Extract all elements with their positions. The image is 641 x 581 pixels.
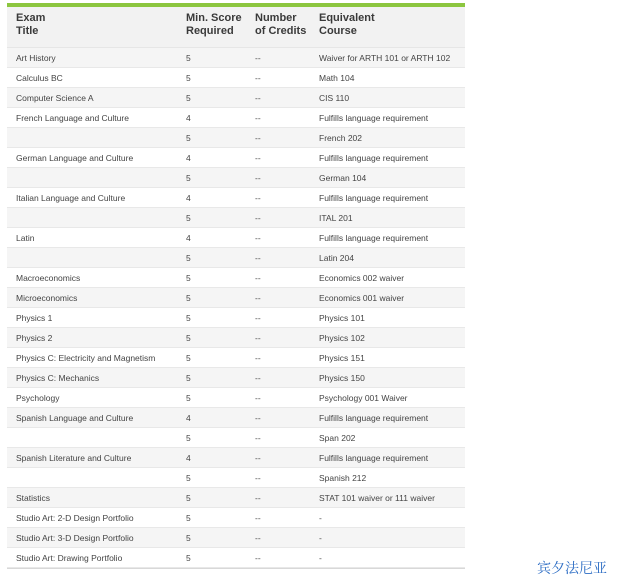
cell-credits: -- — [255, 208, 319, 228]
cell-exam-title: Macroeconomics — [7, 268, 186, 288]
cell-exam-title — [7, 248, 186, 268]
table-row — [7, 188, 465, 208]
cell-equivalent-course: - — [319, 508, 465, 528]
cell-min-score: 5 — [186, 248, 255, 268]
cell-exam-title: Italian Language and Culture — [7, 188, 186, 208]
table-row — [7, 68, 465, 88]
cell-min-score: 5 — [186, 208, 255, 228]
table-row — [7, 168, 465, 188]
cell-min-score: 5 — [186, 488, 255, 508]
table-body — [7, 48, 465, 568]
cell-exam-title: Studio Art: 3-D Design Portfolio — [7, 528, 186, 548]
cell-credits: -- — [255, 408, 319, 428]
cell-credits: -- — [255, 468, 319, 488]
table-row — [7, 408, 465, 428]
cell-credits: -- — [255, 168, 319, 188]
watermark-text: 宾夕法尼亚 — [537, 561, 607, 577]
cell-exam-title — [7, 128, 186, 148]
cell-exam-title — [7, 468, 186, 488]
cell-equivalent-course: Fulfills language requirement — [319, 188, 465, 208]
cell-equivalent-course: Physics 150 — [319, 368, 465, 388]
ap-credit-table — [7, 7, 465, 568]
table-row — [7, 528, 465, 548]
header-row — [7, 7, 465, 48]
cell-equivalent-course: Span 202 — [319, 428, 465, 448]
header-min-score-line1: Min. Score — [186, 12, 242, 24]
cell-min-score: 5 — [186, 428, 255, 448]
cell-exam-title: Computer Science A — [7, 88, 186, 108]
cell-equivalent-course: Latin 204 — [319, 248, 465, 268]
cell-credits: -- — [255, 348, 319, 368]
cell-exam-title: Microeconomics — [7, 288, 186, 308]
cell-credits: -- — [255, 228, 319, 248]
cell-equivalent-course: Economics 002 waiver — [319, 268, 465, 288]
cell-min-score: 5 — [186, 368, 255, 388]
cell-exam-title: Physics 2 — [7, 328, 186, 348]
table-row — [7, 468, 465, 488]
table-header — [7, 7, 465, 48]
table-row — [7, 88, 465, 108]
cell-min-score: 5 — [186, 548, 255, 568]
table-row — [7, 328, 465, 348]
cell-exam-title: Physics C: Mechanics — [7, 368, 186, 388]
cell-min-score: 5 — [186, 508, 255, 528]
cell-exam-title: Calculus BC — [7, 68, 186, 88]
table-row — [7, 108, 465, 128]
ap-credit-table-container — [7, 3, 465, 569]
table-row — [7, 248, 465, 268]
cell-credits: -- — [255, 108, 319, 128]
cell-min-score: 5 — [186, 268, 255, 288]
table-row — [7, 208, 465, 228]
cell-min-score: 5 — [186, 288, 255, 308]
table-row — [7, 288, 465, 308]
header-credits — [255, 7, 319, 48]
cell-equivalent-course: Fulfills language requirement — [319, 108, 465, 128]
header-exam-title — [7, 7, 186, 48]
cell-min-score: 5 — [186, 168, 255, 188]
cell-equivalent-course: German 104 — [319, 168, 465, 188]
cell-credits: -- — [255, 428, 319, 448]
cell-exam-title: Spanish Language and Culture — [7, 408, 186, 428]
cell-credits: -- — [255, 508, 319, 528]
cell-exam-title — [7, 428, 186, 448]
cell-credits: -- — [255, 448, 319, 468]
cell-credits: -- — [255, 148, 319, 168]
table-row — [7, 428, 465, 448]
table-row — [7, 548, 465, 568]
cell-credits: -- — [255, 128, 319, 148]
cell-equivalent-course: ITAL 201 — [319, 208, 465, 228]
cell-min-score: 5 — [186, 388, 255, 408]
cell-equivalent-course: Fulfills language requirement — [319, 408, 465, 428]
cell-credits: -- — [255, 368, 319, 388]
cell-min-score: 5 — [186, 468, 255, 488]
cell-equivalent-course: STAT 101 waiver or 111 waiver — [319, 488, 465, 508]
cell-equivalent-course: Psychology 001 Waiver — [319, 388, 465, 408]
cell-credits: -- — [255, 288, 319, 308]
cell-credits: -- — [255, 308, 319, 328]
table-row — [7, 388, 465, 408]
cell-exam-title: Latin — [7, 228, 186, 248]
cell-exam-title — [7, 208, 186, 228]
cell-credits: -- — [255, 248, 319, 268]
cell-equivalent-course: Fulfills language requirement — [319, 448, 465, 468]
cell-equivalent-course: Fulfills language requirement — [319, 228, 465, 248]
table-row — [7, 448, 465, 468]
cell-credits: -- — [255, 528, 319, 548]
cell-credits: -- — [255, 88, 319, 108]
cell-exam-title: Physics C: Electricity and Magnetism — [7, 348, 186, 368]
cell-equivalent-course: Economics 001 waiver — [319, 288, 465, 308]
cell-exam-title: Spanish Literature and Culture — [7, 448, 186, 468]
cell-min-score: 4 — [186, 408, 255, 428]
header-credits-line1: Number — [255, 12, 297, 24]
cell-exam-title: Studio Art: Drawing Portfolio — [7, 548, 186, 568]
cell-equivalent-course: Math 104 — [319, 68, 465, 88]
cell-min-score: 5 — [186, 128, 255, 148]
cell-min-score: 5 — [186, 48, 255, 68]
cell-exam-title: German Language and Culture — [7, 148, 186, 168]
cell-min-score: 4 — [186, 228, 255, 248]
header-exam-title-line2: Title — [16, 25, 39, 37]
header-exam-title-line1: Exam — [16, 12, 46, 24]
table-row — [7, 368, 465, 388]
header-min-score — [186, 7, 255, 48]
header-equivalent-course-line1: Equivalent — [319, 12, 375, 24]
cell-min-score: 4 — [186, 108, 255, 128]
cell-exam-title: Psychology — [7, 388, 186, 408]
cell-min-score: 4 — [186, 188, 255, 208]
cell-equivalent-course: - — [319, 548, 465, 568]
cell-equivalent-course: Spanish 212 — [319, 468, 465, 488]
cell-equivalent-course: CIS 110 — [319, 88, 465, 108]
cell-credits: -- — [255, 488, 319, 508]
cell-exam-title: Physics 1 — [7, 308, 186, 328]
cell-equivalent-course: French 202 — [319, 128, 465, 148]
cell-exam-title: Art History — [7, 48, 186, 68]
cell-equivalent-course: Physics 101 — [319, 308, 465, 328]
cell-credits: -- — [255, 188, 319, 208]
cell-min-score: 4 — [186, 148, 255, 168]
cell-equivalent-course: Fulfills language requirement — [319, 148, 465, 168]
cell-credits: -- — [255, 68, 319, 88]
table-row — [7, 228, 465, 248]
cell-min-score: 5 — [186, 68, 255, 88]
cell-equivalent-course: Physics 151 — [319, 348, 465, 368]
cell-credits: -- — [255, 328, 319, 348]
table-row — [7, 48, 465, 68]
cell-exam-title: Studio Art: 2-D Design Portfolio — [7, 508, 186, 528]
cell-exam-title — [7, 168, 186, 188]
cell-credits: -- — [255, 548, 319, 568]
table-row — [7, 268, 465, 288]
table-row — [7, 308, 465, 328]
cell-credits: -- — [255, 388, 319, 408]
header-equivalent-course — [319, 7, 465, 48]
cell-exam-title: Statistics — [7, 488, 186, 508]
cell-credits: -- — [255, 48, 319, 68]
cell-min-score: 5 — [186, 528, 255, 548]
cell-equivalent-course: Waiver for ARTH 101 or ARTH 102 — [319, 48, 465, 68]
cell-min-score: 4 — [186, 448, 255, 468]
cell-min-score: 5 — [186, 308, 255, 328]
cell-min-score: 5 — [186, 348, 255, 368]
table-row — [7, 128, 465, 148]
table-bottom-border — [7, 568, 465, 569]
header-min-score-line2: Required — [186, 25, 234, 37]
cell-equivalent-course: Physics 102 — [319, 328, 465, 348]
header-credits-line2: of Credits — [255, 25, 307, 37]
cell-credits: -- — [255, 268, 319, 288]
cell-min-score: 5 — [186, 328, 255, 348]
table-row — [7, 148, 465, 168]
table-row — [7, 508, 465, 528]
cell-equivalent-course: - — [319, 528, 465, 548]
header-equivalent-course-line2: Course — [319, 25, 357, 37]
table-row — [7, 348, 465, 368]
table-row — [7, 488, 465, 508]
cell-min-score: 5 — [186, 88, 255, 108]
cell-exam-title: French Language and Culture — [7, 108, 186, 128]
